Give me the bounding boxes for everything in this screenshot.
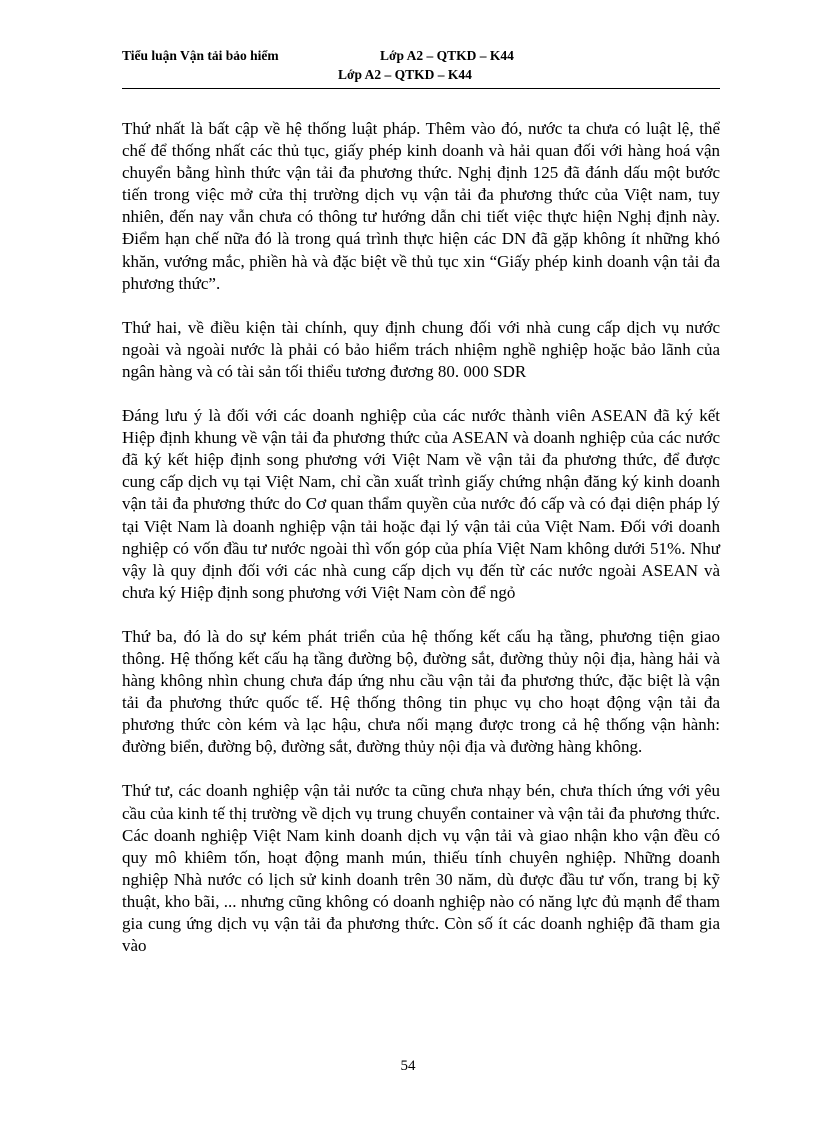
- class-label: Lớp A2 – QTKD – K44: [380, 48, 514, 63]
- body-text: [122, 118, 720, 979]
- page-number: 54: [400, 1058, 416, 1074]
- paragraph-5: Thứ tư, các doanh nghiệp vận tải nước ta cũng chưa nhạy bén, chưa thích ứng với yêu cầu của kinh tế thị trường về dịch vụ trung chuyển container và vận tải đa phương thức. Các doanh nghiệp Việt Nam kinh doanh dịch vụ vận tải và giao nhận kho vận đều có quy mô khiêm tốn, hoạt động manh mún, thiếu tính chuyên nghiệp. Những doanh nghiệp Nhà nước có lịch sử kinh doanh trên 30 năm, dù được đầu tư vốn, trang bị kỹ thuật, kho bãi, ... nhưng cũng không có doanh nghiệp nào có năng lực đủ mạnh để tham gia cung ứng dịch vụ vận tải đa phương thức. Còn số ít các doanh nghiệp đã tham gia vào: [122, 781, 720, 956]
- class-label-duplicate: Lớp A2 – QTKD – K44: [338, 67, 472, 82]
- paragraph-1: Thứ nhất là bất cập về hệ thống luật pháp. Thêm vào đó, nước ta chưa có luật lệ, thể chế để thống nhất các thủ tục, giấy phép kinh doanh và hải quan đối với hàng hoá vận chuyển bằng hình thức vận tải đa phương thức. Nghị định 125 đã đánh dấu một bước tiến trong việc mở cửa thị trường dịch vụ vận tải đa phương thức của Việt nam, tuy nhiên, đến nay vẫn chưa có thông tư hướng dẫn chi tiết việc thực hiện Nghị định này. Điểm hạn chế nữa đó là trong quá trình thực hiện các DN đã gặp không ít những khó khăn, vướng mắc, phiền hà và đặc biệt về thủ tục xin “Giấy phép kinh doanh vận tải đa phương thức”.: [122, 119, 720, 293]
- document-title: Tiểu luận Vận tải bảo hiểm: [122, 48, 279, 63]
- paragraph-3: Đáng lưu ý là đối với các doanh nghiệp của các nước thành viên ASEAN đã ký kết Hiệp định khung về vận tải đa phương thức của ASEAN và doanh nghiệp của các nước đã ký kết hiệp định song phương với Việt Nam về vận tải đa phương thức, để được cung cấp dịch vụ tại Việt Nam, chỉ cần xuất trình giấy chứng nhận đăng ký kinh doanh vận tải đa phương thức do Cơ quan thẩm quyền của nước đó cấp và có đại diện pháp lý tại Việt Nam là doanh nghiệp vận tải hoặc đại lý vận tải của Việt Nam. Đối với doanh nghiệp có vốn đầu tư nước ngoài thì vốn góp của phía Việt Nam không dưới 51%. Như vậy là quy định đối với các nhà cung cấp dịch vụ đến từ các nước ngoài ASEAN và chưa ký Hiệp định song phương với Việt Nam còn để ngỏ: [122, 406, 720, 602]
- paragraph-2: Thứ hai, về điều kiện tài chính, quy định chung đối với nhà cung cấp dịch vụ nước ngoài và ngoài nước là phải có bảo hiểm trách nhiệm nghề nghiệp hoặc bảo lãnh của ngân hàng và có tài sản tối thiểu tương đương 80. 000 SDR: [122, 317, 720, 381]
- paragraph-4: Thứ ba, đó là do sự kém phát triển của hệ thống kết cấu hạ tầng, phương tiện giao thông. Hệ thống kết cấu hạ tầng đường bộ, đường sắt, đường thủy nội địa, hàng hải và hàng không nhìn chung chưa đáp ứng nhu cầu vận tải đa phương thức, đặc biệt là vận tải đa phương thức quốc tế. Hệ thống thông tin phục vụ cho hoạt động vận tải đa phương thức còn kém và lạc hậu, chưa nối mạng được trong cả hệ thống vận hành: đường biển, đường bộ, đường sắt, đường thủy nội địa và đường hàng không.: [122, 626, 720, 757]
- page-header: [122, 48, 720, 89]
